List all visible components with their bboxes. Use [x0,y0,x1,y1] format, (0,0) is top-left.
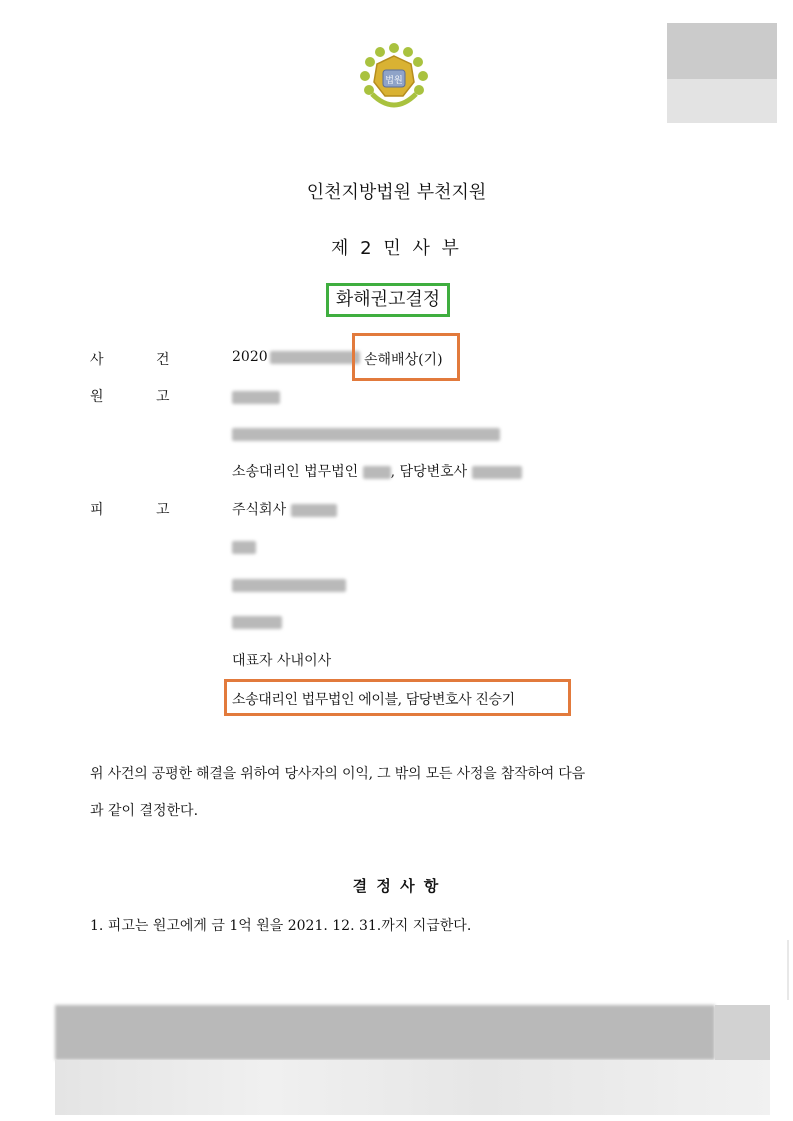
defendant-address1-redacted [232,537,256,556]
redacted-stamp [667,23,777,123]
case-name: 손해배상(기) [364,352,443,368]
plaintiff-counsel: 소송대리인 법무법인 , 담당변호사 [232,461,522,481]
defendant-counsel: 소송대리인 법무법인 에이블, 담당변호사 진승기 [232,692,515,708]
decision-title: 결 정 사 항 [352,877,441,895]
defendant-label: 피 고 [90,502,170,518]
court-emblem-icon [356,40,432,116]
plaintiff-label: 원 고 [90,389,170,405]
case-label: 사 건 [90,352,170,368]
body-line-1: 위 사건의 공평한 해결을 위하여 당사자의 이익, 그 밖의 모든 사정을 참작하여 다음 [90,766,585,782]
plaintiff-name-redacted [232,387,280,406]
body-line-2: 과 같이 결정한다. [90,803,199,819]
defendant-company: 주식회사 [232,499,337,519]
document-title: 화해권고결정 [326,283,450,317]
defendant-counsel-box [224,679,571,716]
case-name-box [352,333,460,381]
department: 제 2 민 사 부 [331,238,462,259]
defendant-representative: 대표자 사내이사 [232,653,332,669]
emblem-text: 법원 [385,76,403,86]
decision-item-1: 1. 피고는 원고에게 금 1억 원을 2021. 12. 31.까지 지급한다. [90,918,472,934]
court-name: 인천지방법원 부천지원 [306,182,487,203]
plaintiff-address-redacted [232,424,500,443]
case-number: 2020 [232,349,360,365]
redacted-footer [55,1005,770,1115]
defendant-address2-redacted [232,575,346,594]
divider [787,940,789,1000]
defendant-address3-redacted [232,612,282,631]
